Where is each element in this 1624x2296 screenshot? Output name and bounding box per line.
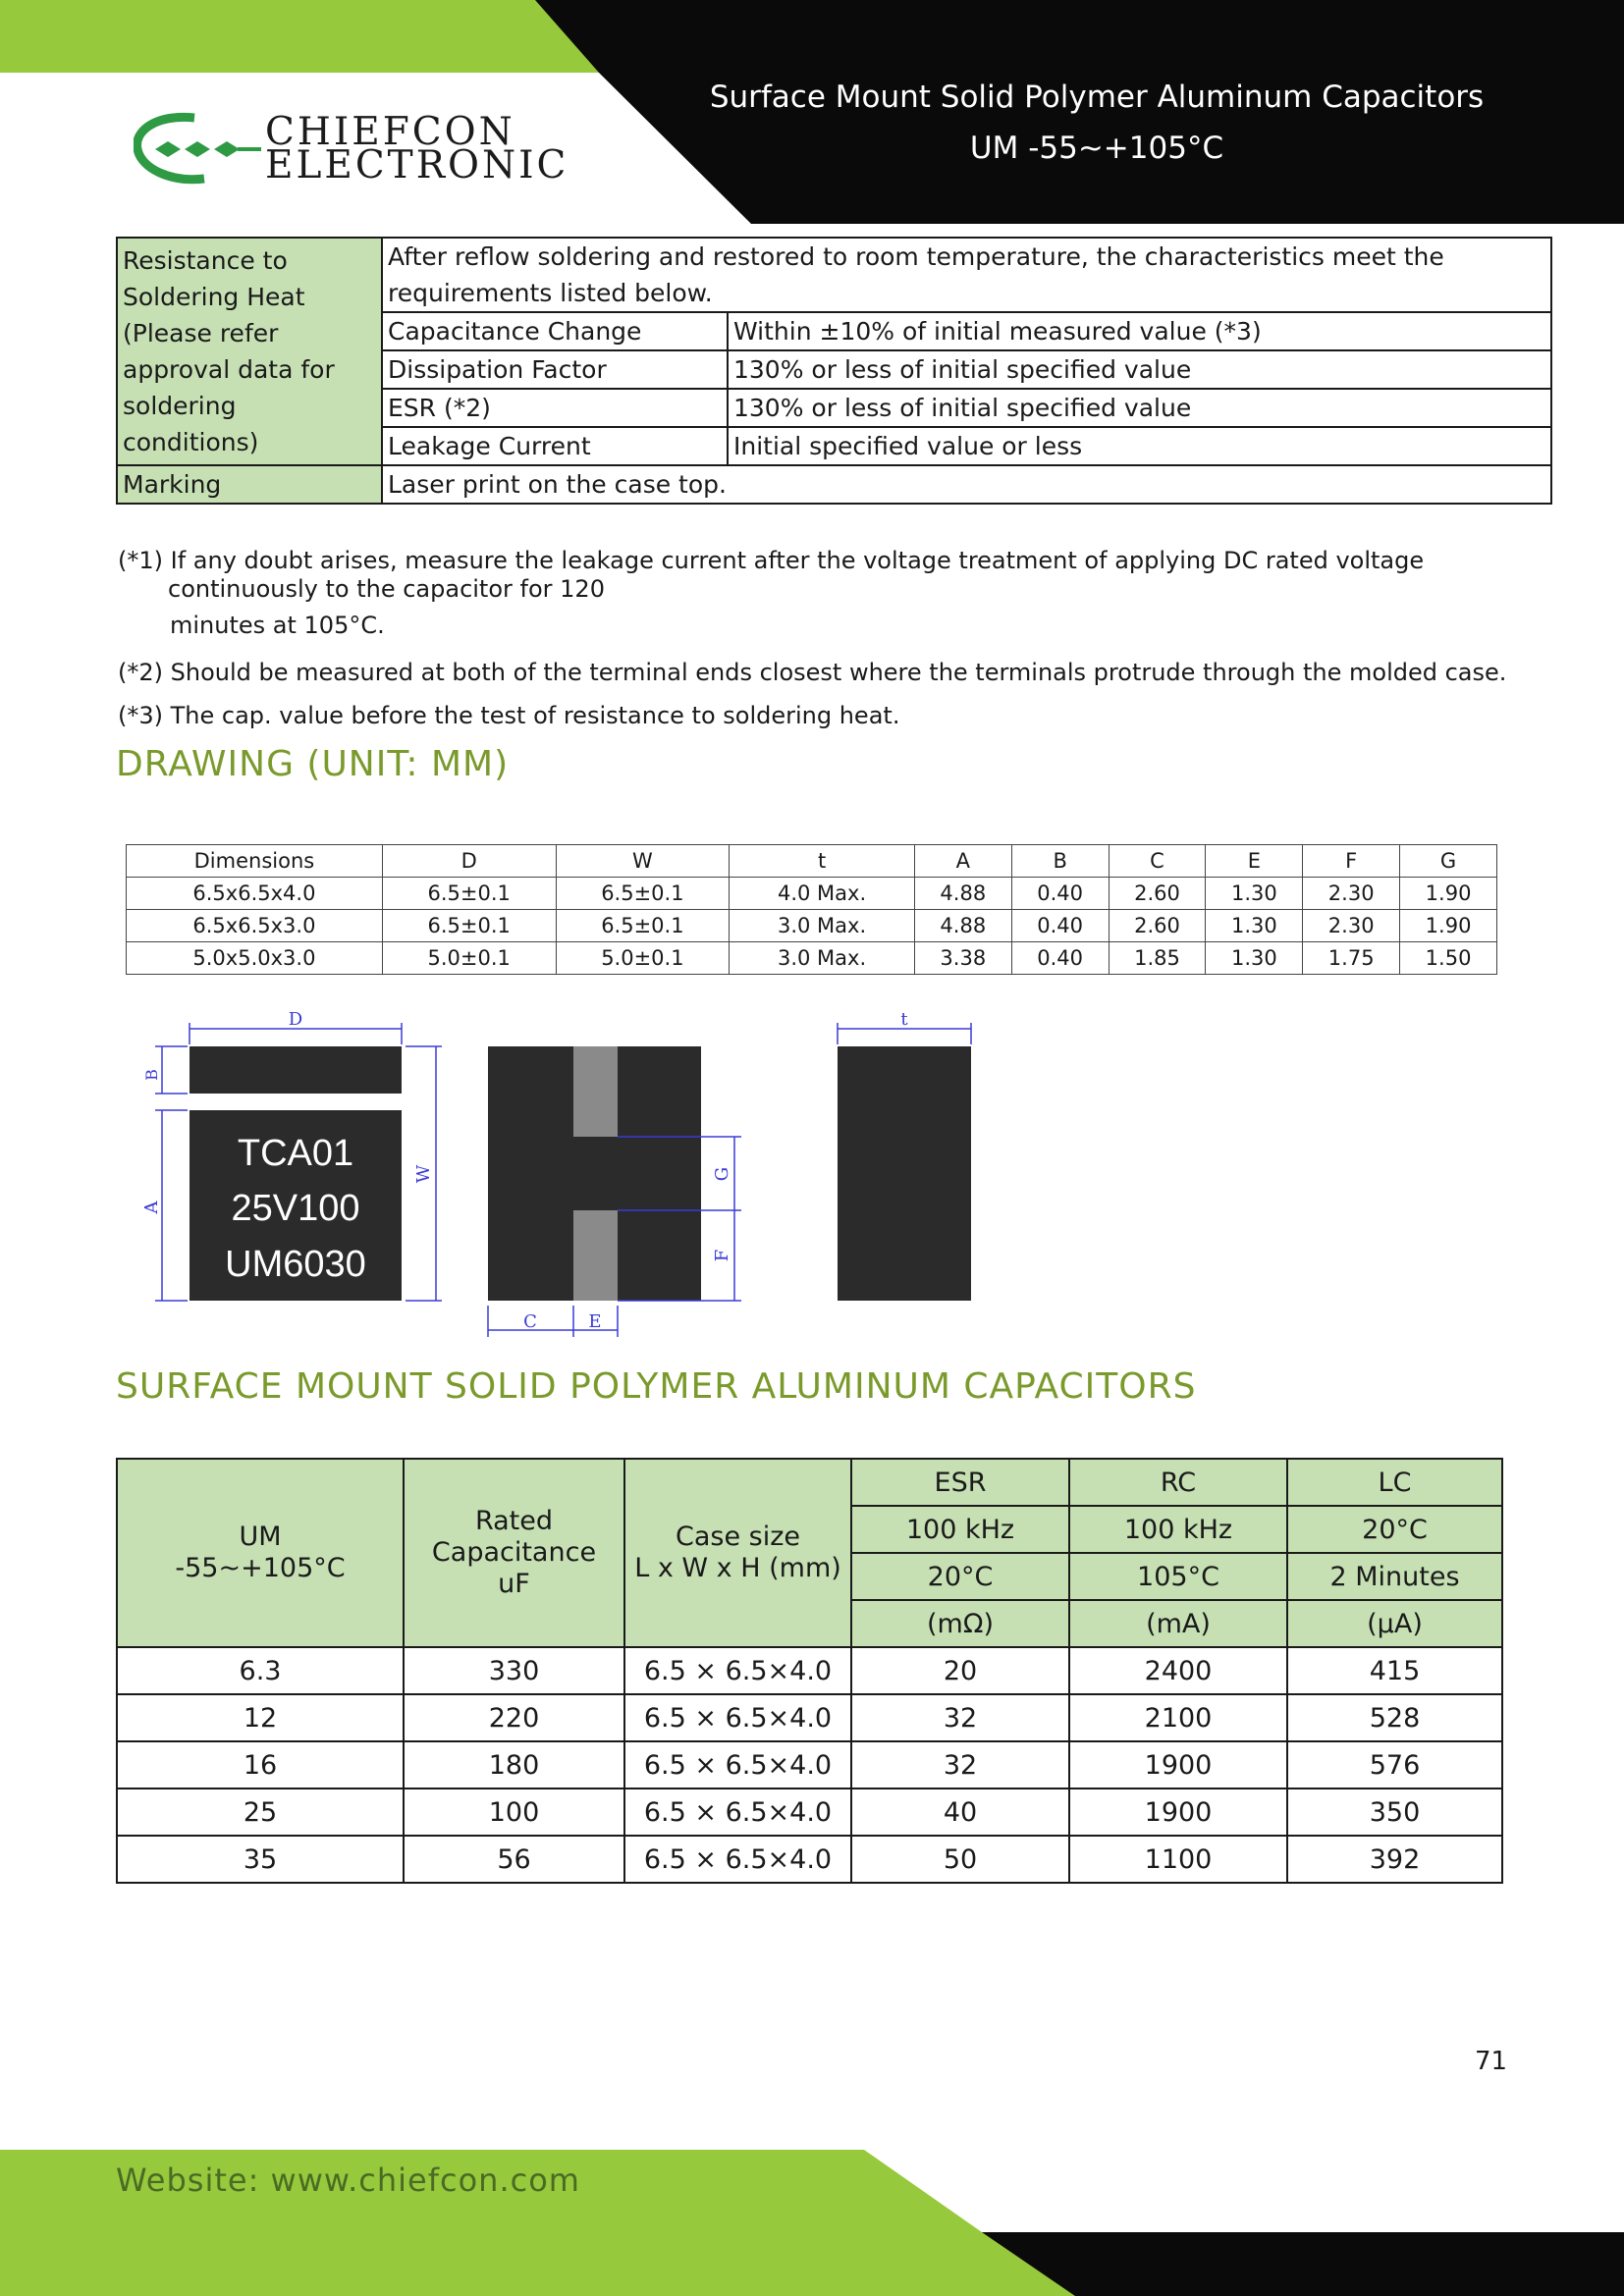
dimensions-cell: 5.0±0.1 xyxy=(556,942,730,975)
logo-text-electronic: ELECTRONIC xyxy=(265,143,569,187)
dimensions-cell: 4.88 xyxy=(914,878,1011,910)
ratings-cell: 40 xyxy=(851,1789,1069,1836)
dimensions-cell: 1.85 xyxy=(1109,942,1206,975)
terminal-top xyxy=(189,1046,402,1094)
dimensions-cell: 6.5±0.1 xyxy=(556,910,730,942)
dim-label-t: t xyxy=(900,1009,908,1030)
dimensions-cell: 1.30 xyxy=(1206,878,1303,910)
capacitor-drawing xyxy=(137,1001,1001,1364)
company-logo xyxy=(134,110,585,188)
ratings-cell: 576 xyxy=(1287,1741,1502,1789)
spec-item-value: Within ±10% of initial measured value (*3) xyxy=(728,312,1551,350)
ratings-row xyxy=(117,1694,1502,1741)
note-3: (*3) The cap. value before the test of resistance to soldering heat. xyxy=(118,702,900,729)
dimensions-cell: 6.5x6.5x3.0 xyxy=(127,910,383,942)
dimensions-cell: 1.50 xyxy=(1400,942,1497,975)
ratings-heading: SURFACE MOUNT SOLID POLYMER ALUMINUM CAPACITORS xyxy=(116,1366,1197,1407)
note-1: (*1) If any doubt arises, measure the leakage current after the voltage treatment of applying DC rated voltage xyxy=(118,547,1425,574)
dimensions-cell: 5.0x5.0x3.0 xyxy=(127,942,383,975)
dimensions-cell: 1.90 xyxy=(1400,878,1497,910)
dimensions-cell: 1.30 xyxy=(1206,942,1303,975)
spec-item-value: 130% or less of initial specified value xyxy=(728,389,1551,427)
spec-item-name: Dissipation Factor xyxy=(382,350,728,389)
dimensions-cell: 6.5x6.5x4.0 xyxy=(127,878,383,910)
esr-frequency: 100 kHz xyxy=(851,1506,1069,1553)
cap-marking-line1: TCA01 xyxy=(237,1133,354,1174)
dimensions-cell: 0.40 xyxy=(1011,878,1109,910)
page-number: 71 xyxy=(1475,2047,1508,2076)
dimensions-col-header: F xyxy=(1303,845,1400,878)
ratings-cell: 6.5 × 6.5×4.0 xyxy=(624,1789,851,1836)
dimensions-col-header: G xyxy=(1400,845,1497,878)
dimensions-col-header: t xyxy=(730,845,915,878)
spec-item-name: Leakage Current xyxy=(382,427,728,465)
header-title: Surface Mount Solid Polymer Aluminum Capacitors xyxy=(709,80,1485,115)
spec-item-name: Capacitance Change xyxy=(382,312,728,350)
terminal-pad-top xyxy=(573,1046,618,1137)
ratings-cell: 1100 xyxy=(1069,1836,1287,1883)
ratings-cell: 330 xyxy=(404,1647,624,1694)
ratings-cell: 32 xyxy=(851,1694,1069,1741)
dimensions-col-header: A xyxy=(914,845,1011,878)
spec-intro: After reflow soldering and restored to room temperature, the characteristics meet the requirements listed below. xyxy=(382,238,1551,312)
footer-website-link[interactable]: Website: www.chiefcon.com xyxy=(116,2162,580,2199)
ratings-cell: 220 xyxy=(404,1694,624,1741)
dimensions-header-row xyxy=(127,845,1497,878)
ratings-cell: 20 xyxy=(851,1647,1069,1694)
ratings-cell: 180 xyxy=(404,1741,624,1789)
ratings-cell: 32 xyxy=(851,1741,1069,1789)
spec-item-value: 130% or less of initial specified value xyxy=(728,350,1551,389)
header-subtitle: UM -55~+105°C xyxy=(969,131,1224,166)
ratings-table xyxy=(116,1458,1503,1884)
dimensions-col-header: E xyxy=(1206,845,1303,878)
ratings-cell: 1900 xyxy=(1069,1789,1287,1836)
col-header-case-size: Case size L x W x H (mm) xyxy=(624,1459,851,1647)
dimensions-col-header: D xyxy=(382,845,556,878)
dimensions-row xyxy=(127,910,1497,942)
dim-label-g: G xyxy=(712,1166,732,1182)
dim-label-e: E xyxy=(588,1311,602,1332)
dim-label-f: F xyxy=(712,1249,732,1262)
drawing-heading: DRAWING (UNIT: MM) xyxy=(116,744,510,784)
ratings-cell: 1900 xyxy=(1069,1741,1287,1789)
dimensions-cell: 6.5±0.1 xyxy=(556,878,730,910)
spec-item-name: ESR (*2) xyxy=(382,389,728,427)
dimensions-cell: 2.60 xyxy=(1109,878,1206,910)
ratings-cell: 100 xyxy=(404,1789,624,1836)
dimensions-cell: 3.0 Max. xyxy=(730,910,915,942)
dimensions-cell: 0.40 xyxy=(1011,942,1109,975)
dimensions-cell: 6.5±0.1 xyxy=(382,878,556,910)
note-1-cont: minutes at 105°C. xyxy=(170,612,385,639)
lc-duration: 2 Minutes xyxy=(1287,1553,1502,1600)
marking-label: Marking xyxy=(117,465,382,504)
cap-marking-line3: UM6030 xyxy=(225,1244,366,1285)
ratings-row xyxy=(117,1789,1502,1836)
ratings-cell: 6.5 × 6.5×4.0 xyxy=(624,1694,851,1741)
col-header-um: UM -55~+105°C xyxy=(117,1459,404,1647)
rc-temperature: 105°C xyxy=(1069,1553,1287,1600)
dim-label-w: W xyxy=(413,1164,434,1184)
ratings-cell: 6.5 × 6.5×4.0 xyxy=(624,1836,851,1883)
ratings-cell: 6.3 xyxy=(117,1647,404,1694)
ratings-row xyxy=(117,1647,1502,1694)
col-header-lc: LC xyxy=(1287,1459,1502,1506)
ratings-cell: 35 xyxy=(117,1836,404,1883)
ratings-cell: 56 xyxy=(404,1836,624,1883)
dimensions-cell: 1.30 xyxy=(1206,910,1303,942)
dim-label-b: B xyxy=(142,1069,161,1081)
ratings-cell: 415 xyxy=(1287,1647,1502,1694)
ratings-cell: 392 xyxy=(1287,1836,1502,1883)
dimensions-cell: 5.0±0.1 xyxy=(382,942,556,975)
dimensions-cell: 2.30 xyxy=(1303,878,1400,910)
dimensions-cell: 4.88 xyxy=(914,910,1011,942)
dim-label-d: D xyxy=(288,1009,303,1030)
dimensions-cell: 3.0 Max. xyxy=(730,942,915,975)
spec-row-label: Resistance to Soldering Heat (Please refer approval data for soldering conditions) xyxy=(117,238,382,465)
dimensions-cell: 0.40 xyxy=(1011,910,1109,942)
rc-unit: (mA) xyxy=(1069,1600,1287,1647)
lc-temperature: 20°C xyxy=(1287,1506,1502,1553)
ratings-cell: 350 xyxy=(1287,1789,1502,1836)
note-2: (*2) Should be measured at both of the terminal ends closest where the terminals protrude through the molded case. xyxy=(118,659,1507,686)
ratings-cell: 25 xyxy=(117,1789,404,1836)
dimensions-cell: 4.0 Max. xyxy=(730,878,915,910)
esr-temperature: 20°C xyxy=(851,1553,1069,1600)
dimensions-col-header: W xyxy=(556,845,730,878)
dimensions-col-header: Dimensions xyxy=(127,845,383,878)
lc-unit: (μA) xyxy=(1287,1600,1502,1647)
dimensions-cell: 1.90 xyxy=(1400,910,1497,942)
terminal-pad-bottom xyxy=(573,1210,618,1301)
ratings-cell: 50 xyxy=(851,1836,1069,1883)
esr-unit: (mΩ) xyxy=(851,1600,1069,1647)
dimensions-table xyxy=(126,844,1497,975)
dimensions-row xyxy=(127,878,1497,910)
dimensions-cell: 6.5±0.1 xyxy=(382,910,556,942)
marking-value: Laser print on the case top. xyxy=(382,465,1551,504)
ratings-cell: 16 xyxy=(117,1741,404,1789)
capacitor-body-side-view xyxy=(838,1046,971,1301)
ratings-cell: 12 xyxy=(117,1694,404,1741)
col-header-rc: RC xyxy=(1069,1459,1287,1506)
soldering-spec-table xyxy=(116,237,1552,505)
dimensions-col-header: C xyxy=(1109,845,1206,878)
logo-mark-icon xyxy=(134,110,261,188)
logo-text-chiefcon: CHIEFCON xyxy=(265,110,515,154)
dim-label-c: C xyxy=(523,1311,537,1332)
dimensions-cell: 3.38 xyxy=(914,942,1011,975)
note-1-cont: continuously to the capacitor for 120 xyxy=(168,575,605,603)
ratings-cell: 528 xyxy=(1287,1694,1502,1741)
dimensions-cell: 2.30 xyxy=(1303,910,1400,942)
ratings-cell: 6.5 × 6.5×4.0 xyxy=(624,1741,851,1789)
ratings-row xyxy=(117,1836,1502,1883)
dimensions-cell: 2.60 xyxy=(1109,910,1206,942)
dimensions-cell: 1.75 xyxy=(1303,942,1400,975)
spec-item-value: Initial specified value or less xyxy=(728,427,1551,465)
col-header-capacitance: Rated Capacitance uF xyxy=(404,1459,624,1647)
ratings-cell: 2400 xyxy=(1069,1647,1287,1694)
dimensions-col-header: B xyxy=(1011,845,1109,878)
ratings-cell: 2100 xyxy=(1069,1694,1287,1741)
rc-frequency: 100 kHz xyxy=(1069,1506,1287,1553)
ratings-cell: 6.5 × 6.5×4.0 xyxy=(624,1647,851,1694)
dimensions-row xyxy=(127,942,1497,975)
ratings-row xyxy=(117,1741,1502,1789)
col-header-esr: ESR xyxy=(851,1459,1069,1506)
dim-label-a: A xyxy=(141,1201,162,1214)
cap-marking-line2: 25V100 xyxy=(231,1188,360,1229)
